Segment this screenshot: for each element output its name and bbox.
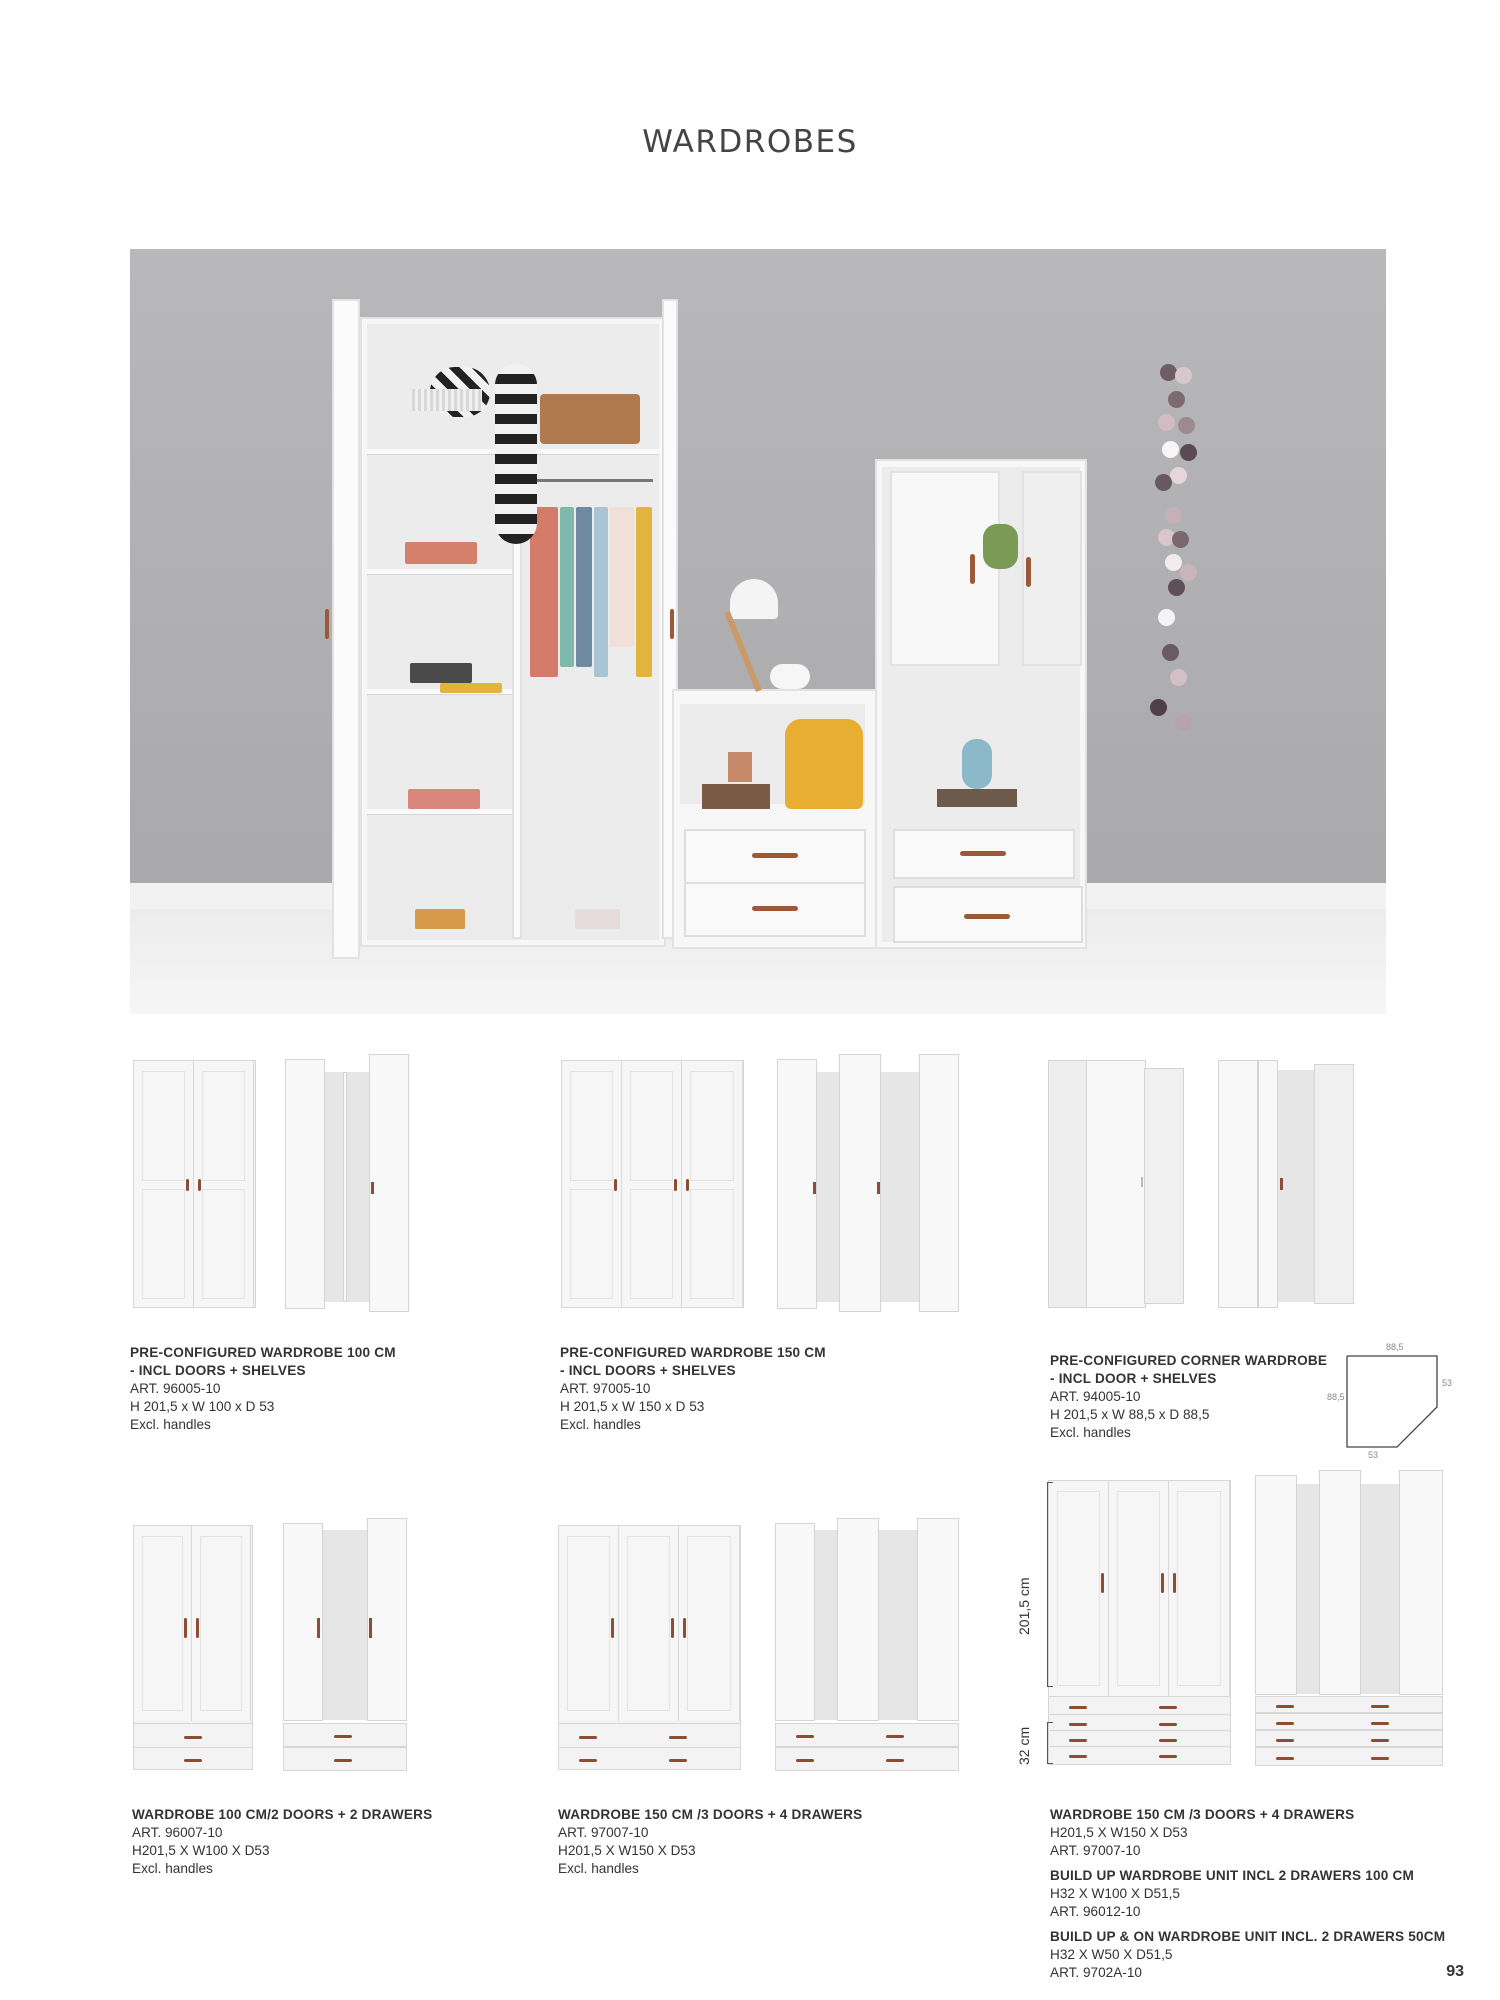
product-art: ART. 97005-10: [560, 1381, 651, 1396]
product-text-p1: [130, 1344, 396, 1434]
cloud-lamp: [770, 664, 810, 689]
product-title: - INCL DOORS + SHELVES: [130, 1363, 306, 1378]
diagram-label-left: 88,5: [1327, 1392, 1345, 1402]
hanging-shirt: [560, 507, 574, 667]
product-dims: H 201,5 x W 150 x D 53: [560, 1399, 705, 1414]
product-dims: H201,5 X W150 X D53: [1050, 1825, 1188, 1840]
string-light-ball: [1180, 564, 1197, 581]
vent-grille: [412, 389, 482, 411]
corner-footprint-diagram: [1345, 1352, 1445, 1452]
door-handle: [970, 554, 975, 584]
string-light-ball: [1158, 609, 1175, 626]
shoes: [575, 909, 620, 929]
door-handle: [1026, 557, 1031, 587]
product-dims: H 201,5 x W 88,5 x D 88,5: [1050, 1407, 1210, 1422]
folded-clothes: [410, 663, 472, 683]
books: [937, 789, 1017, 807]
shelf: [367, 569, 512, 575]
product-dims: H 201,5 x W 100 x D 53: [130, 1399, 275, 1414]
product-text-p3: [1050, 1352, 1327, 1442]
product-title: BUILD UP WARDROBE UNIT INCL 2 DRAWERS 100 CM: [1050, 1868, 1415, 1883]
wardrobe-100-open-image: [285, 1054, 410, 1312]
product-art: ART. 9702A-10: [1050, 1965, 1142, 1980]
product-art: ART. 96005-10: [130, 1381, 221, 1396]
product-title: - INCL DOOR + SHELVES: [1050, 1371, 1217, 1386]
product-art: ART. 96012-10: [1050, 1904, 1141, 1919]
shelf: [367, 809, 512, 815]
string-light-ball: [1150, 699, 1167, 716]
string-light-ball: [1165, 507, 1182, 524]
hanging-shirt: [636, 507, 652, 677]
product-art: ART. 97007-10: [1050, 1843, 1141, 1858]
product-text-p4: [132, 1806, 432, 1878]
product-note: Excl. handles: [560, 1417, 641, 1432]
wardrobe-left-door: [332, 299, 360, 959]
hanging-shirt: [594, 507, 608, 677]
product-text-p5: [558, 1806, 862, 1878]
corner-wardrobe-closed-image: [1048, 1060, 1186, 1310]
door-handle: [670, 609, 674, 639]
books: [702, 784, 770, 809]
zebra-toy: [495, 364, 537, 544]
height-label-upper: 201,5 cm: [1016, 1577, 1032, 1635]
wicker-basket: [540, 394, 640, 444]
product-note: Excl. handles: [558, 1861, 639, 1876]
shoes: [415, 909, 465, 929]
folded-clothes: [405, 542, 477, 564]
string-light-ball: [1165, 554, 1182, 571]
corner-wardrobe-open-image: [1218, 1060, 1356, 1310]
lamp-arm: [724, 611, 761, 692]
product-note: Excl. handles: [1050, 1425, 1131, 1440]
folded-clothes: [408, 789, 480, 809]
tall-cabinet-door: [890, 471, 1000, 666]
product-dims: H201,5 X W100 X D53: [132, 1843, 270, 1858]
desk-lamp: [730, 579, 778, 619]
wardrobe-100-drawers-closed-image: [133, 1525, 253, 1770]
string-light-ball: [1170, 467, 1187, 484]
drawer-handle: [752, 853, 798, 858]
tall-cabinet-open-door: [1022, 471, 1082, 666]
drawer-handle: [964, 914, 1010, 919]
clothes-rail: [528, 479, 653, 482]
door-handle: [325, 609, 329, 639]
string-light-ball: [1180, 444, 1197, 461]
wooden-house: [728, 752, 752, 782]
diagram-label-bottom: 53: [1368, 1450, 1379, 1460]
string-light-ball: [1170, 669, 1187, 686]
string-light-ball: [1158, 414, 1175, 431]
product-note: Excl. handles: [130, 1417, 211, 1432]
page-title: WARDROBES: [642, 124, 858, 160]
string-light-ball: [1168, 579, 1185, 596]
height-bracket-lower: [1047, 1722, 1053, 1764]
product-title: WARDROBE 150 CM /3 DOORS + 4 DRAWERS: [558, 1807, 863, 1822]
product-title: PRE-CONFIGURED WARDROBE 100 CM: [130, 1345, 396, 1360]
cactus-bag: [983, 524, 1018, 569]
product-dims: H32 X W50 X D51,5: [1050, 1947, 1173, 1962]
product-title: WARDROBE 150 CM /3 DOORS + 4 DRAWERS: [1050, 1807, 1355, 1822]
string-light-ball: [1155, 474, 1172, 491]
product-title: PRE-CONFIGURED WARDROBE 150 CM: [560, 1345, 826, 1360]
height-label-lower: 32 cm: [1016, 1726, 1032, 1765]
string-light-ball: [1162, 441, 1179, 458]
drawer-handle: [752, 906, 798, 911]
string-light-ball: [1162, 644, 1179, 661]
diagram-label-top: 88,5: [1386, 1342, 1404, 1352]
product-art: ART. 97007-10: [558, 1825, 649, 1840]
diagram-label-right: 53: [1442, 1378, 1453, 1388]
wardrobe-150-drawers-open-image: [775, 1518, 960, 1773]
drawer-handle: [960, 851, 1006, 856]
hanging-shirt: [610, 507, 634, 647]
wardrobe-150-open-image: [777, 1054, 960, 1312]
string-light-ball: [1175, 714, 1192, 731]
cactus-toy: [962, 739, 992, 789]
hanging-shirt: [576, 507, 592, 667]
string-light-ball: [1178, 417, 1195, 434]
height-bracket-upper: [1047, 1482, 1053, 1687]
product-text-p2: [560, 1344, 826, 1434]
wardrobe-150-closed-image: [561, 1060, 744, 1308]
product-title: PRE-CONFIGURED CORNER WARDROBE: [1050, 1353, 1328, 1368]
backpack: [785, 719, 863, 809]
product-title: WARDROBE 100 CM/2 DOORS + 2 DRAWERS: [132, 1807, 433, 1822]
product-dims: H201,5 X W150 X D53: [558, 1843, 696, 1858]
product-title: - INCL DOORS + SHELVES: [560, 1363, 736, 1378]
string-light-ball: [1175, 367, 1192, 384]
product-text-p6: [1050, 1806, 1445, 1982]
product-note: Excl. handles: [132, 1861, 213, 1876]
product-dims: H32 X W100 X D51,5: [1050, 1886, 1180, 1901]
wardrobe-150-drawers-closed-image: [558, 1525, 741, 1770]
wardrobe-100-closed-image: [133, 1060, 256, 1308]
string-light-ball: [1172, 531, 1189, 548]
product-title: BUILD UP & ON WARDROBE UNIT INCL. 2 DRAWERS 50CM: [1050, 1929, 1446, 1944]
product-art: ART. 96007-10: [132, 1825, 223, 1840]
wardrobe-150-buildup-open-image: [1255, 1470, 1445, 1768]
wardrobe-150-buildup-closed-image: [1048, 1480, 1231, 1765]
hero-photo: [130, 249, 1386, 1014]
product-art: ART. 94005-10: [1050, 1389, 1141, 1404]
page-number: 93: [1446, 1963, 1464, 1980]
string-light-ball: [1168, 391, 1185, 408]
folded-clothes: [440, 683, 502, 693]
wardrobe-100-drawers-open-image: [283, 1518, 408, 1773]
